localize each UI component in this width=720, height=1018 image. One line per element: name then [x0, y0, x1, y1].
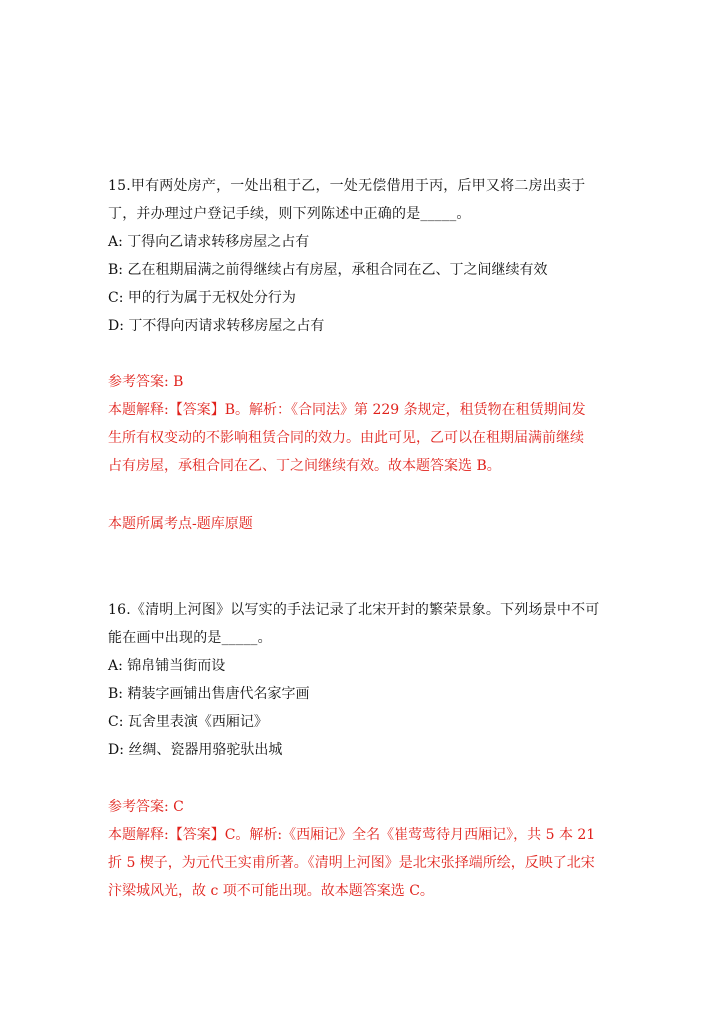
answer-line: 参考答案: B	[108, 374, 184, 390]
question-15-stem	[108, 172, 624, 228]
option-b: B: 乙在租期届满之前得继续占有房屋，承租合同在乙、丁之间继续有效	[108, 262, 548, 278]
question-16-answer-block	[108, 793, 624, 905]
explanation-line: 本题解释:【答案】C。解析:《西厢记》全名《崔莺莺待月西厢记》，共 5 本 21	[108, 827, 596, 843]
option-c: C: 甲的行为属于无权处分行为	[108, 290, 296, 306]
question-15-options	[108, 228, 624, 340]
stem-line: 丁，并办理过户登记手续，则下列陈述中正确的是_____。	[108, 206, 471, 222]
question-16-options	[108, 652, 624, 764]
stem-line: 15.甲有两处房产，一处出租于乙，一处无偿借用于丙，后甲又将二房出卖于	[108, 178, 586, 194]
option-b: B: 精装字画铺出售唐代名家字画	[108, 686, 310, 702]
question-15-answer-block	[108, 368, 624, 480]
option-c: C: 瓦舍里表演《西厢记》	[108, 714, 268, 730]
explanation-line: 折 5 楔子，为元代王实甫所著。《清明上河图》是北宋张择端所绘，反映了北宋	[108, 855, 595, 871]
answer-line: 参考答案: C	[108, 799, 184, 815]
explanation-line: 本题解释:【答案】B。解析：《合同法》第 229 条规定，租赁物在租赁期间发	[108, 402, 586, 418]
stem-line: 16.《清明上河图》以写实的手法记录了北宋开封的繁荣景象。下列场景中不可	[108, 602, 600, 618]
question-16-stem	[108, 596, 624, 652]
option-a: A: 锦帛铺当街而设	[108, 658, 226, 674]
option-d: D: 丝绸、瓷器用骆驼驮出城	[108, 742, 283, 758]
option-d: D: 丁不得向丙请求转移房屋之占有	[108, 318, 325, 334]
explanation-line: 生所有权变动的不影响租赁合同的效力。由此可见，乙可以在租期届满前继续	[108, 430, 584, 446]
stem-line: 能在画中出现的是_____。	[108, 630, 272, 646]
explanation-line: 汴梁城风光，故 c 项不可能出现。故本题答案选 C。	[108, 883, 434, 899]
topic-line: 本题所属考点-题库原题	[108, 516, 253, 532]
explanation-line: 占有房屋，承租合同在乙、丁之间继续有效。故本题答案选 B。	[108, 458, 501, 474]
question-15-topic	[108, 510, 624, 538]
option-a: A: 丁得向乙请求转移房屋之占有	[108, 234, 310, 250]
